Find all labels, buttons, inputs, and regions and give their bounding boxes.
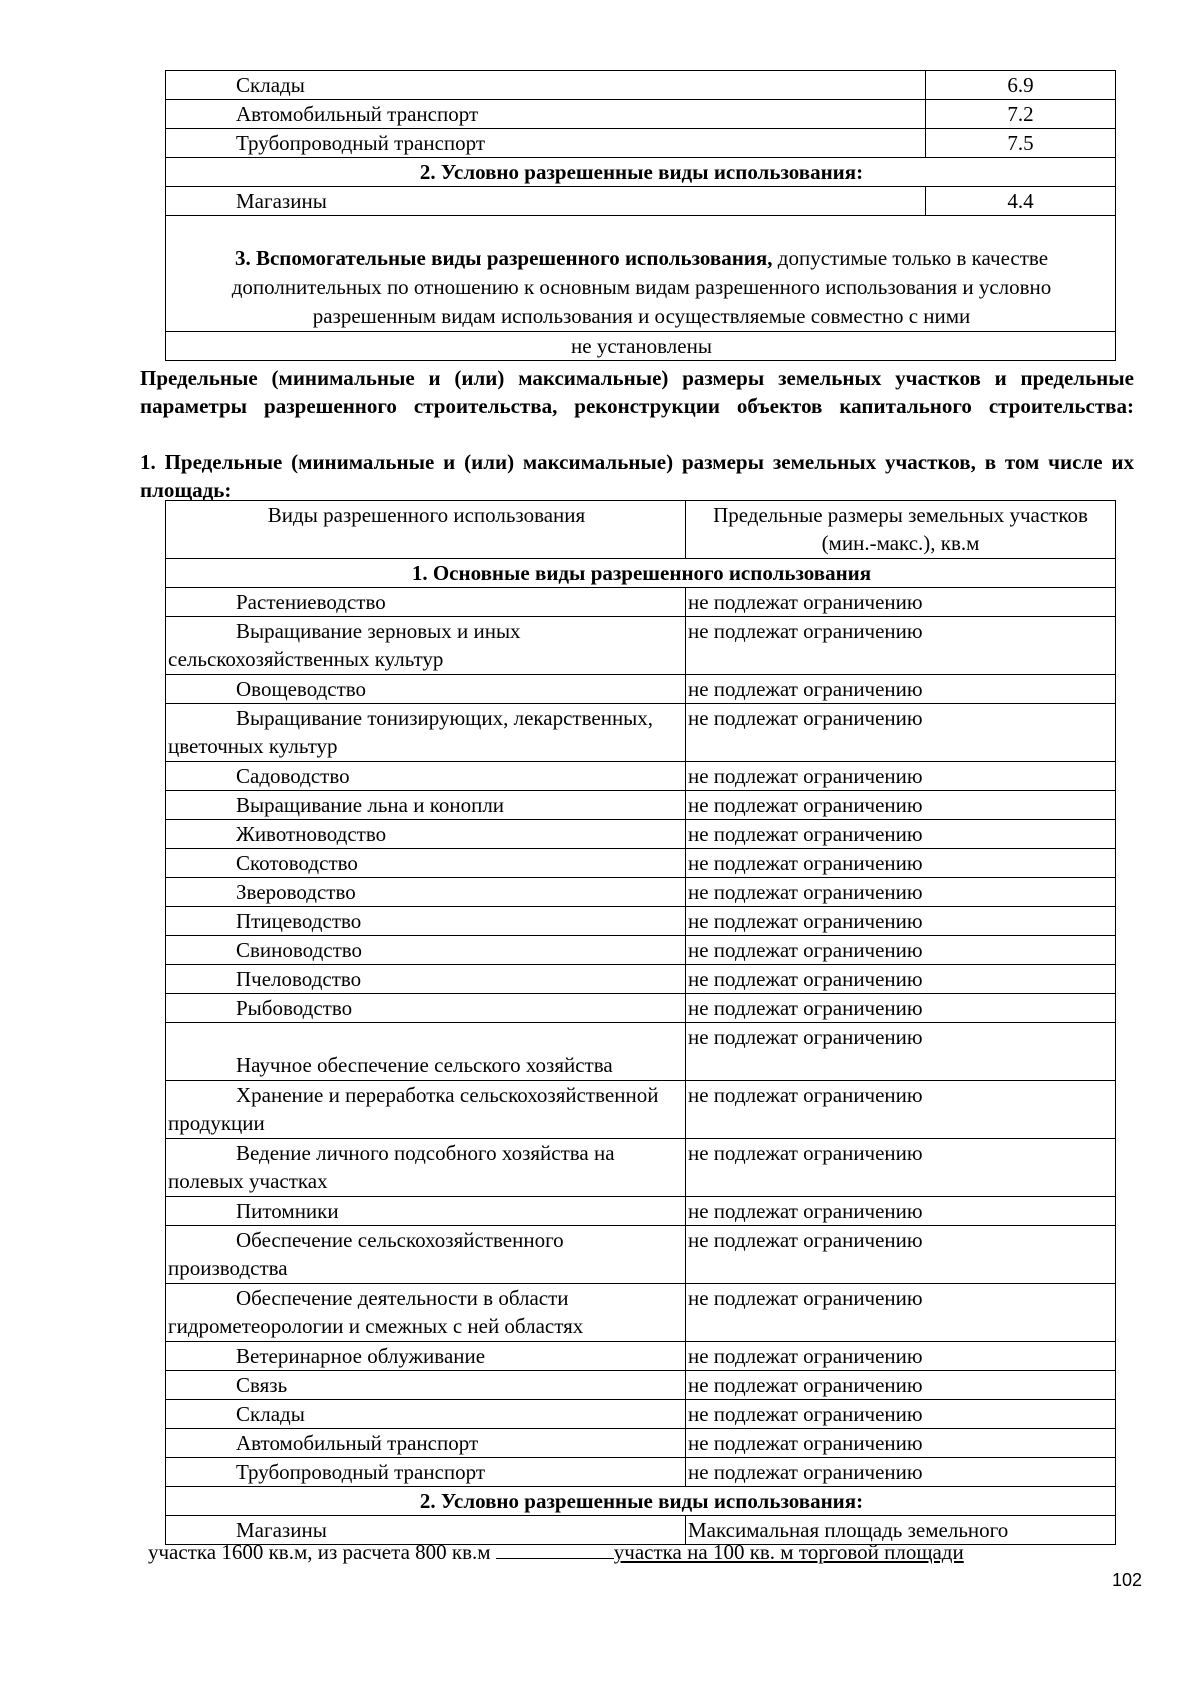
table-row <box>166 187 1116 216</box>
use-name: Звероводство <box>166 878 686 907</box>
table-row <box>166 849 1116 878</box>
table-row <box>166 71 1116 100</box>
table-row <box>166 588 1116 617</box>
size-value: не подлежат ограничению <box>686 704 1116 762</box>
use-name: Пчеловодство <box>166 965 686 994</box>
size-value: не подлежат ограничению <box>686 878 1116 907</box>
size-value: не подлежат ограничению <box>686 791 1116 820</box>
use-name: Садоводство <box>166 762 686 791</box>
permitted-uses-table <box>165 70 1116 361</box>
table-row <box>166 1400 1116 1429</box>
size-value: не подлежат ограничению <box>686 1284 1116 1342</box>
table-row <box>166 1342 1116 1371</box>
use-name: Склады <box>166 1400 686 1429</box>
table-row <box>166 1226 1116 1284</box>
table-row <box>166 675 1116 704</box>
auxiliary-heading-rest: допустимые только в качестве дополнительных по отношению к основным видам разрешенного использования и условно разрешенным видам использования и осуществляемые совместно с ними <box>231 246 1052 328</box>
table-row <box>166 704 1116 762</box>
size-value: не подлежат ограничению <box>686 1226 1116 1284</box>
auxiliary-uses-heading <box>166 216 1116 332</box>
table-section-header <box>166 158 1116 187</box>
size-value: не подлежат ограничению <box>686 1342 1116 1371</box>
size-value: не подлежат ограничению <box>686 994 1116 1023</box>
size-value: не подлежат ограничению <box>686 1400 1116 1429</box>
size-value: не подлежат ограничению <box>686 1023 1116 1081</box>
table-row <box>166 1284 1116 1342</box>
table-row <box>166 907 1116 936</box>
size-value: не подлежат ограничению <box>686 936 1116 965</box>
table-row <box>166 820 1116 849</box>
table-row <box>166 1197 1116 1226</box>
table-header-row <box>166 501 1116 559</box>
table-row <box>166 100 1116 129</box>
size-value: не подлежат ограничению <box>686 1081 1116 1139</box>
table-row <box>166 129 1116 158</box>
section-heading: Предельные (минимальные и (или) максимальные) размеры земельных участков и предельные параметры разрешенного строительства, реконструкции объектов капитального строительства: <box>140 366 1134 418</box>
use-code: 7.5 <box>926 129 1116 158</box>
table-section-header <box>166 1487 1116 1516</box>
size-value: не подлежат ограничению <box>686 617 1116 675</box>
use-code: 7.2 <box>926 100 1116 129</box>
use-code: 4.4 <box>926 187 1116 216</box>
use-name: Трубопроводный транспорт <box>166 1458 686 1487</box>
table-row <box>166 1081 1116 1139</box>
use-name: Свиноводство <box>166 936 686 965</box>
table-row <box>166 1458 1116 1487</box>
table-row <box>166 1023 1116 1081</box>
use-name: Ведение личного подсобного хозяйства на полевых участках <box>166 1139 686 1197</box>
use-name: Питомники <box>166 1197 686 1226</box>
size-value: не подлежат ограничению <box>686 1371 1116 1400</box>
size-value: Максимальная площадь земельного <box>686 1516 1116 1545</box>
plot-size-table <box>165 500 1116 1545</box>
use-name: Обеспечение деятельности в области гидрометеорологии и смежных с ней областях <box>166 1284 686 1342</box>
use-name: Автомобильный транспорт <box>166 100 926 129</box>
use-code: 6.9 <box>926 71 1116 100</box>
use-name: Выращивание тонизирующих, лекарственных, цветочных культур <box>166 704 686 762</box>
use-name: Связь <box>166 1371 686 1400</box>
use-name: Автомобильный транспорт <box>166 1429 686 1458</box>
conditional-uses-header: 2. Условно разрешенные виды использования: <box>166 158 1116 187</box>
size-value: не подлежат ограничению <box>686 675 1116 704</box>
page-number: 102 <box>1112 1570 1143 1590</box>
use-name: Рыбоводство <box>166 994 686 1023</box>
table-row <box>166 1371 1116 1400</box>
use-name: Овощеводство <box>166 675 686 704</box>
use-name: Склады <box>166 71 926 100</box>
size-value: не подлежат ограничению <box>686 588 1116 617</box>
table-row <box>166 1139 1116 1197</box>
column-header-sizes: Предельные размеры земельных участков (мин.-макс.), кв.м <box>686 501 1116 559</box>
table-section-header <box>166 559 1116 588</box>
use-name: Выращивание льна и конопли <box>166 791 686 820</box>
continuation-line <box>148 1538 964 1566</box>
auxiliary-value: не установлены <box>166 332 1116 361</box>
size-value: не подлежат ограничению <box>686 1458 1116 1487</box>
table-row <box>166 332 1116 361</box>
table-row <box>166 1429 1116 1458</box>
size-value: не подлежат ограничению <box>686 1139 1116 1197</box>
use-name: Животноводство <box>166 820 686 849</box>
continuation-left: участка 1600 кв.м, из расчета 800 кв.м <box>148 1540 491 1564</box>
table-row <box>166 965 1116 994</box>
size-value: не подлежат ограничению <box>686 820 1116 849</box>
table-row <box>166 617 1116 675</box>
table-row <box>166 762 1116 791</box>
subsection-heading: 1. Предельные (минимальные и (или) максимальные) размеры земельных участков, в том числе их площадь: <box>140 450 1134 502</box>
size-value: не подлежат ограничению <box>686 849 1116 878</box>
blank-underline <box>496 1538 614 1559</box>
size-value: не подлежат ограничению <box>686 1429 1116 1458</box>
use-name: Научное обеспечение сельского хозяйства <box>166 1023 686 1081</box>
table-row <box>166 994 1116 1023</box>
continuation-right: участка на 100 кв. м торговой площади <box>613 1540 964 1564</box>
use-name: Скотоводство <box>166 849 686 878</box>
table-row <box>166 878 1116 907</box>
use-name: Ветеринарное облуживание <box>166 1342 686 1371</box>
auxiliary-uses-row <box>166 216 1116 332</box>
use-name: Магазины <box>166 187 926 216</box>
conditional-uses-header: 2. Условно разрешенные виды использования: <box>166 1487 1116 1516</box>
use-name: Обеспечение сельскохозяйственного производства <box>166 1226 686 1284</box>
use-name: Магазины <box>166 1516 686 1545</box>
use-name: Хранение и переработка сельскохозяйственной продукции <box>166 1081 686 1139</box>
size-value: не подлежат ограничению <box>686 762 1116 791</box>
size-value: не подлежат ограничению <box>686 907 1116 936</box>
main-uses-header: 1. Основные виды разрешенного использования <box>166 559 1116 588</box>
use-name: Выращивание зерновых и иных сельскохозяйственных культур <box>166 617 686 675</box>
auxiliary-heading-bold: 3. Вспомогательные виды разрешенного использования, <box>234 246 773 270</box>
column-header-uses: Виды разрешенного использования <box>166 501 686 559</box>
use-name: Растениеводство <box>166 588 686 617</box>
table-row <box>166 791 1116 820</box>
size-value: не подлежат ограничению <box>686 1197 1116 1226</box>
table-row <box>166 936 1116 965</box>
use-name: Трубопроводный транспорт <box>166 129 926 158</box>
size-value: не подлежат ограничению <box>686 965 1116 994</box>
use-name: Птицеводство <box>166 907 686 936</box>
